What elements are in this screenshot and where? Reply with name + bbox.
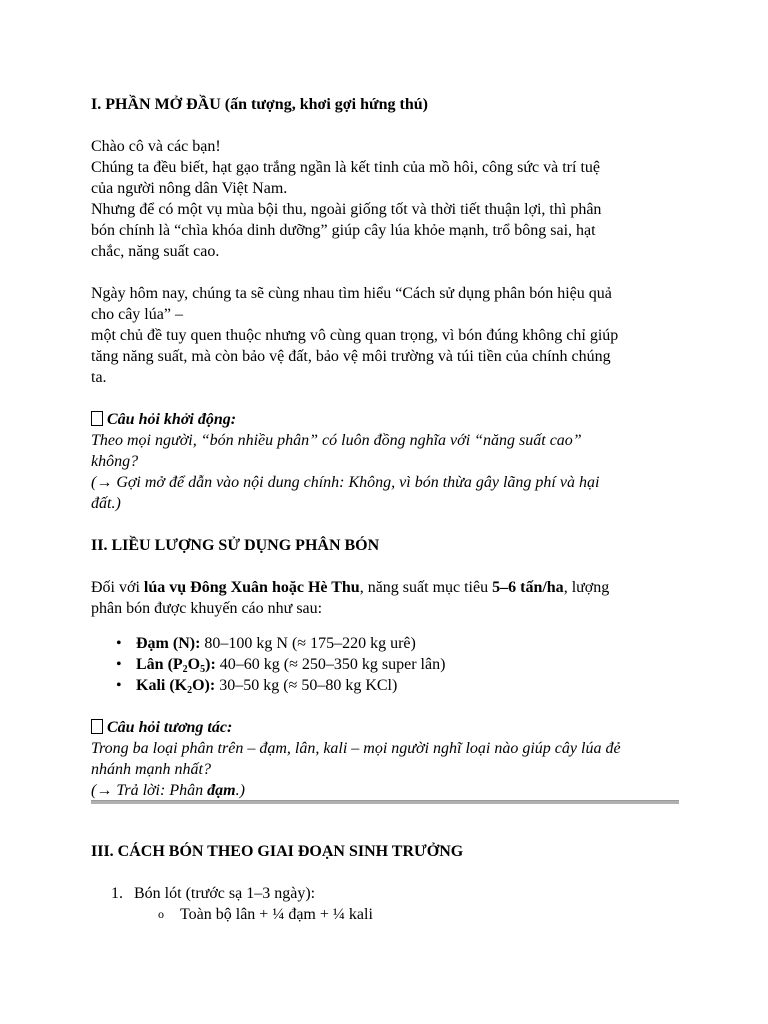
answer-highlight: đạm [207,782,236,799]
warmup-line2: không? [91,453,139,470]
section1-roman: I. [91,96,102,113]
interactive-line1: Trong ba loại phân trên – đạm, lân, kali – mọi người nghĩ loại nào giúp cây lúa đẻ [91,740,621,757]
intro-mid: , năng suất mục tiêu [359,579,493,596]
para2-line2: bón chính là “chìa khóa dinh dưỡng” giúp cây lúa khỏe mạnh, trổ bông sai, hạt [91,222,596,239]
nitrogen-amount: 80–100 kg N (≈ 175–220 kg urê) [200,635,416,652]
intro-prefix: Đối với [91,579,144,596]
section3 [91,841,691,925]
missing-glyph-icon [91,719,103,734]
phosphorus-amount: 40–60 kg (≈ 250–350 kg super lân) [215,656,446,673]
warmup-question-heading [91,409,691,430]
steps-list [91,883,691,925]
nitrogen-label: Đạm (N): [136,635,201,652]
step-text: Bón lót (trước sạ 1–3 ngày): [134,885,316,902]
para1-line2: của người nông dân Việt Nam. [91,180,288,197]
para2-line1: Nhưng để có một vụ mùa bội thu, ngoài giống tốt và thời tiết thuận lợi, thì phân [91,201,602,218]
warmup-line3: (→ Gợi mở để dẫn vào nội dung chính: Không, vì bón thừa gây lãng phí và hại [91,474,600,491]
list-item-nitrogen [136,633,691,654]
missing-glyph-icon [91,411,103,426]
sub-item: o Toàn bộ lân + ¼ đạm + ¼ kali [180,904,691,925]
para4-line2: tăng năng suất, mà còn bảo vệ đất, bảo vệ môi trường và túi tiền của chính chúng [91,348,611,365]
potassium-label: Kali $(K_2O)$: [136,677,216,696]
section1-heading [91,94,691,115]
section2-intro-line1 [91,577,691,598]
interactive-answer [91,780,691,801]
greeting: Chào cô và các bạn! [91,138,221,155]
para4-line1: một chủ đề tuy quen thuộc nhưng vô cùng quan trọng, vì bón đúng không chỉ giúp [91,327,619,344]
document-body [91,94,691,801]
step-item [111,883,691,925]
section2-heading: II. LIỀU LƯỢNG SỬ DỤNG PHÂN BÓN [91,537,380,554]
horizontal-divider [91,800,679,804]
intro-season: lúa vụ Đông Xuân hoặc Hè Thu [143,579,360,596]
list-item-phosphorus [136,654,691,675]
warmup-line1: Theo mọi người, “bón nhiều phân” có luôn đồng nghĩa với “năng suất cao” [91,432,582,449]
para3-line1: Ngày hôm nay, chúng ta sẽ cùng nhau tìm hiểu “Cách sử dụng phân bón hiệu quả [91,285,612,302]
phosphorus-label: Lân $(P_2O_5)$: [136,656,216,675]
intro-suffix: , lượng [563,579,610,596]
potassium-amount: 30–50 kg (≈ 50–80 kg KCl) [215,677,398,694]
answer-suffix: .) [235,782,245,799]
section1-title: PHẦN MỞ ĐẦU (ấn tượng, khơi gợi hứng thú) [105,96,428,113]
para1-line1: Chúng ta đều biết, hạt gạo trắng ngần là kết tinh của mồ hôi, công sức và trí tuệ [91,159,600,176]
para3-line2: cho cây lúa” – [91,306,183,323]
interactive-line2: nhánh mạnh nhất? [91,761,211,778]
section3-heading: III. CÁCH BÓN THEO GIAI ĐOẠN SINH TRƯỞNG [91,843,464,860]
para2-line3: chắc, năng suất cao. [91,243,220,260]
step-sublist [134,904,691,925]
warmup-line4: đất.) [91,495,121,512]
interactive-question-title: Câu hỏi tương tác: [107,719,233,736]
warmup-question-title: Câu hỏi khởi động: [107,411,237,428]
intro-yield: 5–6 tấn/ha [492,579,564,596]
fertilizer-list [91,633,691,696]
para4-line3: ta. [91,369,107,386]
section2-intro-line2: phân bón được khuyến cáo như sau: [91,600,323,617]
answer-prefix: (→ Trả lời: Phân [91,782,208,799]
list-item-potassium [136,675,691,696]
step-number: 1. [111,885,123,902]
interactive-question-heading [91,717,691,738]
